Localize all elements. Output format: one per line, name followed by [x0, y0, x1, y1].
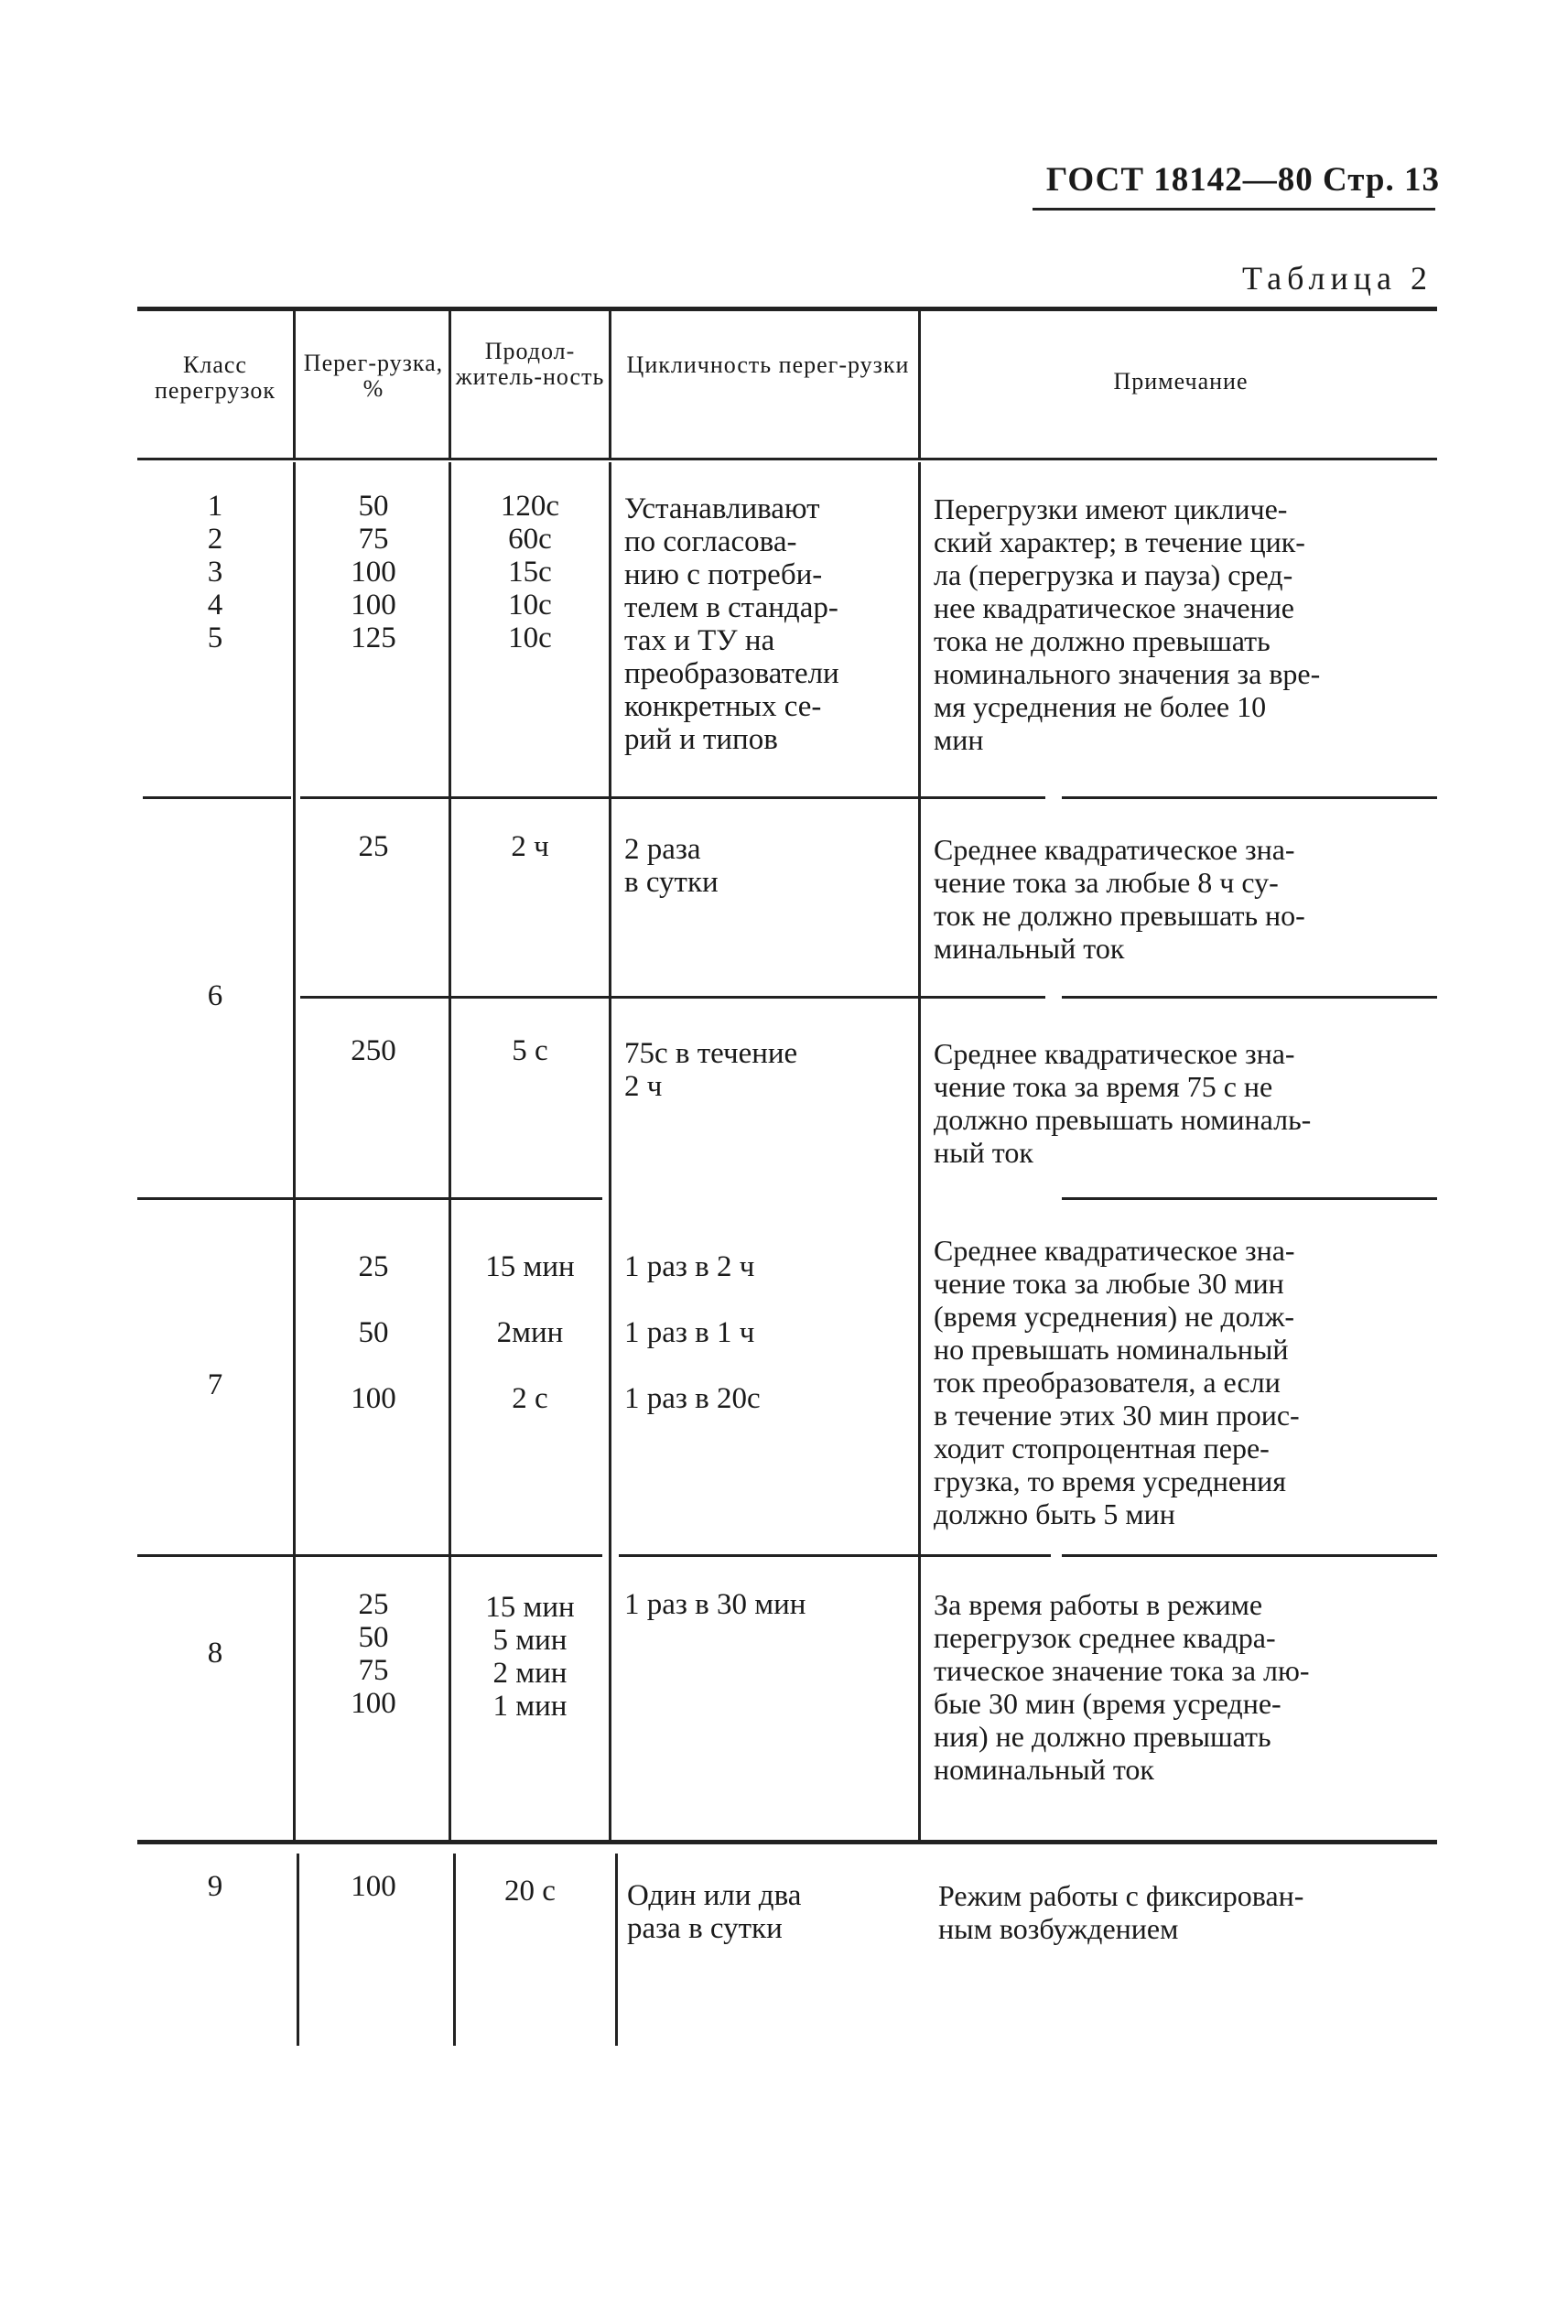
note-value: За время работы в режиме перегрузок среднее квадра- тическое значение тока за лю- бые 30 мин (время усредне- ния) не должно превышать номинальный ток	[934, 1588, 1310, 1786]
note-value: Среднее квадратическое зна- чение тока за любые 30 мин (время усреднения) не долж- но превышать номинальный ток преобразователя, а если в течение этих 30 мин проис- ходит стопроцентная пере- грузка, то время усреднения должно быть 5 мин	[934, 1234, 1300, 1530]
row-divider	[1062, 796, 1437, 799]
column-header-note: Примечание	[1113, 368, 1249, 395]
header-bottom-rule	[137, 458, 1437, 460]
duration-value: 5 с	[512, 1034, 548, 1067]
cyclicity-value: 2 раза в сутки	[624, 833, 719, 899]
row-divider	[1062, 1197, 1437, 1200]
column-rule	[609, 311, 611, 458]
overload-table	[137, 307, 1437, 2048]
column-rule	[918, 311, 921, 458]
column-rule	[293, 311, 296, 458]
class-value: 1 2 3 4 5	[207, 490, 223, 654]
subrow-divider	[300, 996, 1045, 999]
column-rule	[297, 1854, 299, 2046]
column-header-duration: Продол-житель-ность	[455, 338, 605, 390]
overload-value: 25 50 100	[351, 1250, 396, 1415]
column-rule	[918, 462, 921, 1840]
column-header-class: Класс перегрузок	[154, 351, 276, 404]
note-value: Среднее квадратическое зна- чение тока за время 75 с не должно превышать номиналь- ный ток	[934, 1037, 1312, 1169]
class-value: 9	[207, 1870, 223, 1903]
cyclicity-value: 1 раз в 30 мин	[624, 1588, 806, 1621]
note-value: Среднее квадратическое зна- чение тока за любые 8 ч су- ток не должно превышать но- минальный ток	[934, 833, 1305, 965]
duration-value: 20 с	[504, 1875, 556, 1908]
row-divider	[137, 1197, 602, 1200]
column-header-overload: Перег-рузка, %	[303, 350, 444, 402]
overload-value: 250	[351, 1034, 396, 1067]
cyclicity-value: Один или два раза в сутки	[627, 1879, 802, 1945]
column-rule	[615, 1854, 618, 2046]
column-rule	[449, 462, 451, 1840]
column-header-cyclicity: Цикличность перег-рузки	[626, 351, 910, 378]
row-divider	[137, 1554, 602, 1557]
subrow-divider	[1062, 996, 1437, 999]
cyclicity-value: 1 раз в 2 ч 1 раз в 1 ч 1 раз в 20с	[624, 1250, 761, 1415]
table-top-rule	[137, 307, 1437, 311]
row-divider	[300, 796, 1045, 799]
duration-value: 15 мин 5 мин 2 мин 1 мин	[485, 1591, 575, 1723]
column-rule	[293, 462, 296, 1840]
duration-value: 120с 60с 15с 10с 10с	[500, 490, 560, 654]
class-value: 7	[207, 1368, 223, 1401]
column-rule	[609, 462, 611, 1840]
duration-value: 2 ч	[511, 830, 549, 863]
cyclicity-value: 75с в течение 2 ч	[624, 1037, 798, 1103]
row-divider	[143, 796, 291, 799]
row-divider	[619, 1554, 1051, 1557]
note-value: Режим работы с фиксирован- ным возбуждением	[938, 1879, 1304, 1945]
note-value: Перегрузки имеют цикличе- ский характер; в течение цик- ла (перегрузка и пауза) сред- нее квадратическое значение тока не должно превышать номинального значения за вре- мя усреднения не более 10 мин	[934, 492, 1321, 756]
class-value: 8	[207, 1637, 223, 1670]
duration-value: 15 мин 2мин 2 с	[485, 1250, 575, 1415]
overload-value: 100	[351, 1870, 396, 1903]
overload-value: 50 75 100 100 125	[351, 490, 396, 654]
class-value: 6	[207, 979, 223, 1012]
overload-value: 25 50 75 100	[351, 1588, 396, 1720]
page-header: ГОСТ 18142—80 Стр. 13	[1045, 161, 1440, 199]
cyclicity-value: Устанавливают по согласова- нию с потреби- телем в стандар- тах и ТУ на преобразователи конкретных се- рий и типов	[624, 492, 839, 756]
table-caption: Таблица 2	[1242, 260, 1433, 297]
column-rule	[449, 311, 451, 458]
overload-value: 25	[358, 830, 389, 863]
row-divider	[137, 1840, 1437, 1844]
header-rule	[1033, 208, 1435, 211]
row-divider	[1062, 1554, 1437, 1557]
